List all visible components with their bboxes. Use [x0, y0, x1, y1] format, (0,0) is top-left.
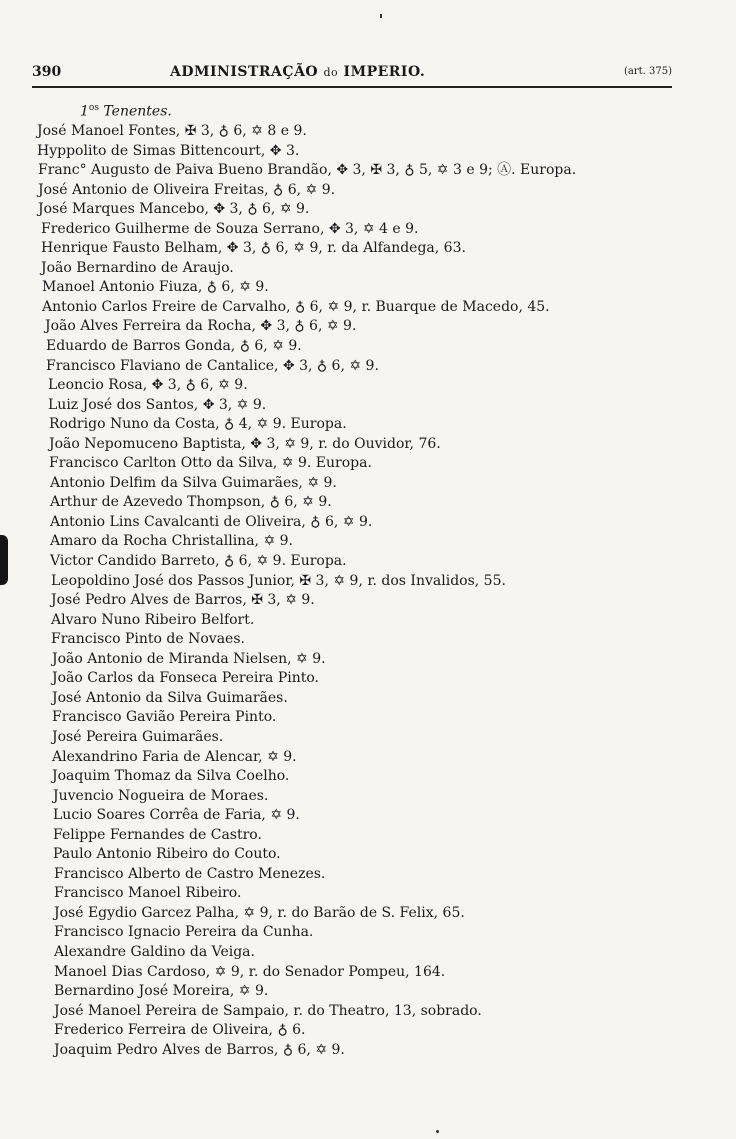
list-item — [0, 630, 736, 650]
entry-text: Arthur de Azevedo Thompson, ♁ 6, ✡ 9. — [50, 494, 332, 511]
list-item — [0, 181, 736, 201]
list-item — [0, 708, 736, 728]
list-item — [0, 728, 736, 748]
entry-text: Amaro da Rocha Christallina, ✡ 9. — [50, 533, 293, 550]
entry-text: Francisco Carlton Otto da Silva, ✡ 9. Europa. — [49, 455, 372, 472]
entry-text: Luiz José dos Santos, ✥ 3, ✡ 9. — [48, 396, 267, 413]
list-item — [0, 122, 736, 142]
entry-text: Leoncio Rosa, ✥ 3, ♁ 6, ✡ 9. — [48, 377, 248, 394]
margin-ink-blot — [0, 535, 8, 585]
entry-text: Antonio Lins Cavalcanti de Oliveira, ♁ 6, ✡ 9. — [50, 513, 373, 530]
list-item — [0, 161, 736, 181]
entry-text: Francisco Gavião Pereira Pinto. — [52, 709, 277, 726]
list-item — [0, 493, 736, 513]
entry-text: José Pedro Alves de Barros, ✠ 3, ✡ 9. — [51, 592, 315, 609]
entry-text: João Antonio de Miranda Nielsen, ✡ 9. — [52, 650, 326, 667]
entry-text: João Nepomuceno Baptista, ✥ 3, ✡ 9, r. do Ouvidor, 76. — [49, 435, 441, 452]
entry-text: João Bernardino de Araujo. — [41, 259, 234, 276]
list-item — [0, 1002, 736, 1022]
entry-text: Rodrigo Nuno da Costa, ♁ 4, ✡ 9. Europa. — [49, 416, 347, 433]
entry-text: Francisco Alberto de Castro Menezes. — [54, 865, 326, 882]
title-de: do — [323, 66, 339, 79]
entry-text: Victor Candido Barreto, ♁ 6, ✡ 9. Europa. — [50, 553, 347, 570]
entry-text: José Egydio Garcez Palha, ✡ 9, r. do Barão de S. Felix, 65. — [54, 904, 465, 921]
list-item — [0, 239, 736, 259]
list-item — [0, 454, 736, 474]
list-item — [0, 904, 736, 924]
list-item — [0, 415, 736, 435]
entry-text: Joaquim Thomaz da Silva Coelho. — [52, 768, 290, 785]
list-item — [0, 982, 736, 1002]
header-rule — [32, 86, 672, 88]
entry-text: Henrique Fausto Belham, ✥ 3, ♁ 6, ✡ 9, r. da Alfandega, 63. — [41, 240, 466, 257]
entry-text: Leopoldino José dos Passos Junior, ✠ 3, ✡ 9, r. dos Invalidos, 55. — [51, 572, 506, 589]
entry-text: José Manoel Fontes, ✠ 3, ♁ 6, ✡ 8 e 9. — [37, 123, 307, 139]
entry-text: João Carlos da Fonseca Pereira Pinto. — [52, 670, 320, 687]
entry-text: Manoel Antonio Fiuza, ♁ 6, ✡ 9. — [42, 279, 269, 296]
officer-list — [0, 122, 736, 1060]
entry-text: Francisco Ignacio Pereira da Cunha. — [54, 924, 314, 941]
list-item — [0, 943, 736, 963]
print-speck — [380, 14, 382, 18]
list-item — [0, 474, 736, 494]
entry-text: Franc° Augusto de Paiva Bueno Brandão, ✥ 3, ✠ 3, ♁ 5, ✡ 3 e 9; Ⓐ. Europa. — [38, 162, 577, 179]
list-item — [0, 337, 736, 357]
entry-text: João Alves Ferreira da Rocha, ✥ 3, ♁ 6, ✡ 9. — [45, 318, 357, 335]
list-item — [0, 650, 736, 670]
list-item — [0, 220, 736, 240]
entry-text: Joaquim Pedro Alves de Barros, ♁ 6, ✡ 9. — [54, 1041, 345, 1058]
entry-text: Paulo Antonio Ribeiro do Couto. — [53, 846, 281, 863]
section-sup: os — [88, 103, 99, 113]
entry-text: José Antonio de Oliveira Freitas, ♁ 6, ✡ 9. — [38, 181, 336, 198]
list-item — [0, 552, 736, 572]
list-item — [0, 376, 736, 396]
page-number: 390 — [32, 64, 62, 80]
title-imperio: IMPERIO. — [343, 64, 426, 80]
list-item — [0, 884, 736, 904]
entry-text: José Marques Mancebo, ✥ 3, ♁ 6, ✡ 9. — [38, 201, 310, 218]
list-item — [0, 259, 736, 279]
list-item — [0, 826, 736, 846]
list-item — [0, 142, 736, 162]
list-item — [0, 689, 736, 709]
entry-text: Francisco Pinto de Novaes. — [51, 631, 245, 648]
entry-text: Alexandrino Faria de Alencar, ✡ 9. — [52, 748, 297, 765]
article-reference: (art. 375) — [623, 66, 672, 77]
entry-text: Felippe Fernandes de Castro. — [53, 826, 262, 843]
list-item — [0, 591, 736, 611]
running-title — [170, 64, 425, 80]
entry-text: Alvaro Nuno Ribeiro Belfort. — [51, 611, 255, 628]
entry-text: José Manoel Pereira de Sampaio, r. do Theatro, 13, sobrado. — [54, 1002, 482, 1019]
list-item — [0, 787, 736, 807]
list-item — [0, 611, 736, 631]
list-item — [0, 865, 736, 885]
print-speck — [436, 1130, 439, 1133]
entry-text: Alexandre Galdino da Veiga. — [54, 943, 255, 960]
list-item — [0, 1041, 736, 1061]
list-item — [0, 317, 736, 337]
entry-text: José Pereira Guimarães. — [52, 728, 224, 745]
page-header — [32, 64, 672, 86]
section-title — [80, 103, 172, 120]
list-item — [0, 1021, 736, 1041]
entry-text: Juvencio Nogueira de Moraes. — [53, 787, 269, 804]
list-item — [0, 298, 736, 318]
entry-text: Eduardo de Barros Gonda, ♁ 6, ✡ 9. — [46, 338, 302, 355]
section-text: Tenentes. — [103, 103, 172, 120]
list-item — [0, 963, 736, 983]
title-main: ADMINISTRAÇÃO — [170, 64, 319, 80]
list-item — [0, 748, 736, 768]
entry-text: José Antonio da Silva Guimarães. — [52, 689, 288, 706]
list-item — [0, 806, 736, 826]
entry-text: Frederico Ferreira de Oliveira, ♁ 6. — [54, 1022, 306, 1039]
entry-text: Manoel Dias Cardoso, ✡ 9, r. do Senador Pompeu, 164. — [54, 963, 446, 980]
entry-text: Frederico Guilherme de Souza Serrano, ✥ 3, ✡ 4 e 9. — [41, 220, 419, 237]
list-item — [0, 532, 736, 552]
entry-text: Francisco Flaviano de Cantalice, ✥ 3, ♁ 6, ✡ 9. — [46, 357, 379, 374]
entry-text: Francisco Manoel Ribeiro. — [54, 885, 242, 902]
list-item — [0, 845, 736, 865]
entry-text: Lucio Soares Corrêa de Faria, ✡ 9. — [53, 807, 300, 824]
list-item — [0, 357, 736, 377]
list-item — [0, 767, 736, 787]
list-item — [0, 572, 736, 592]
entry-text: Hyppolito de Simas Bittencourt, ✥ 3. — [37, 142, 300, 159]
list-item — [0, 200, 736, 220]
section-number: 1 — [80, 103, 89, 120]
entry-text: Antonio Delfim da Silva Guimarães, ✡ 9. — [50, 474, 337, 491]
list-item — [0, 435, 736, 455]
list-item — [0, 396, 736, 416]
entry-text: Antonio Carlos Freire de Carvalho, ♁ 6, ✡ 9, r. Buarque de Macedo, 45. — [42, 298, 550, 315]
list-item — [0, 669, 736, 689]
list-item — [0, 923, 736, 943]
list-item — [0, 278, 736, 298]
entry-text: Bernardino José Moreira, ✡ 9. — [54, 983, 269, 1000]
list-item — [0, 513, 736, 533]
